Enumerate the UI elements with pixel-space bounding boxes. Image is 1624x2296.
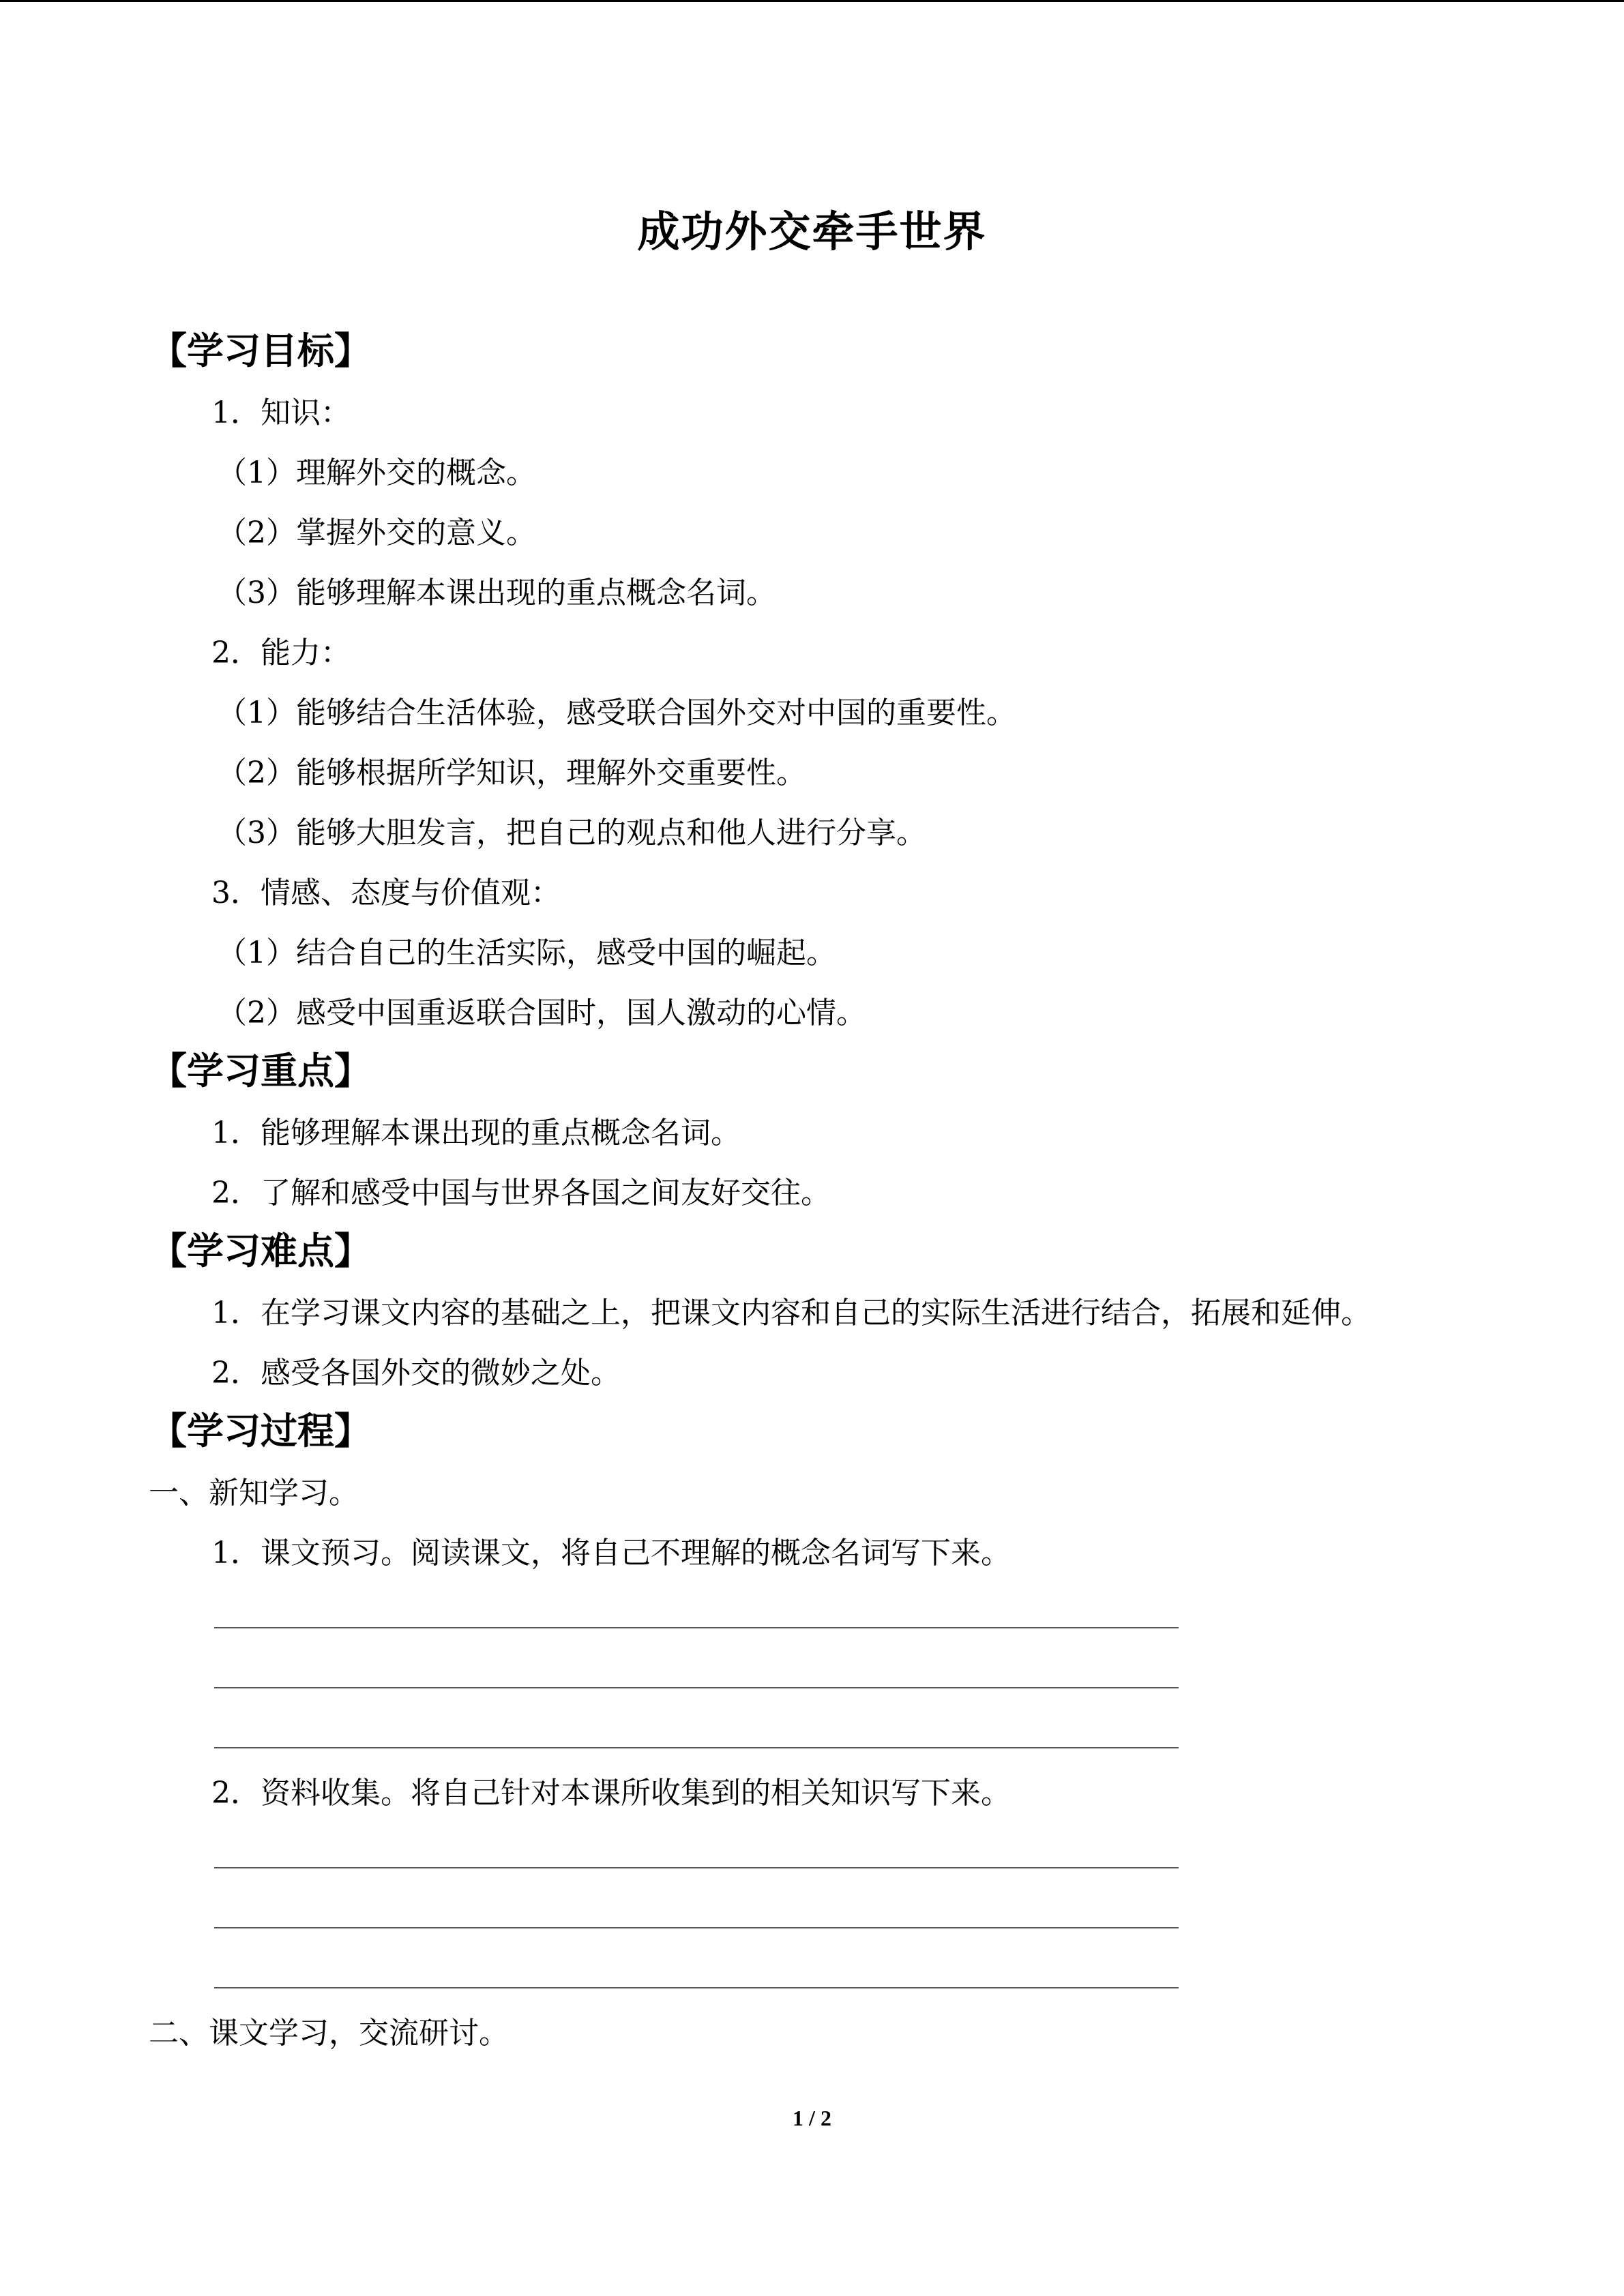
answer-line[interactable] (214, 1927, 1179, 1928)
section-heading-goals: 【学习目标】 (150, 329, 371, 372)
goal-knowledge-3: （3）能够理解本课出现的重点概念名词。 (217, 576, 776, 610)
goal-emotion: 3．情感、态度与价值观： (211, 876, 561, 910)
key-point-1: 1．能够理解本课出现的重点概念名词。 (211, 1116, 741, 1150)
goal-ability-1: （1）能够结合生活体验，感受联合国外交对中国的重要性。 (217, 696, 1016, 730)
goal-knowledge-1: （1）理解外交的概念。 (217, 456, 536, 490)
document-title: 成功外交牵手世界 (637, 207, 987, 256)
answer-line[interactable] (214, 1987, 1179, 1988)
answer-line[interactable] (214, 1867, 1179, 1868)
top-border (0, 0, 1624, 2)
goal-ability-3: （3）能够大胆发言，把自己的观点和他人进行分享。 (217, 816, 926, 850)
goal-knowledge-2: （2）掌握外交的意义。 (217, 516, 536, 550)
goal-emotion-2: （2）感受中国重返联合国时，国人激动的心情。 (217, 996, 866, 1030)
process-task-2: 2．资料收集。将自己针对本课所收集到的相关知识写下来。 (211, 1776, 1011, 1810)
goal-emotion-1: （1）结合自己的生活实际，感受中国的崛起。 (217, 936, 836, 970)
process-task-1: 1．课文预习。阅读课文，将自己不理解的概念名词写下来。 (211, 1536, 1011, 1570)
answer-line[interactable] (214, 1687, 1179, 1688)
process-part-1: 一、新知学习。 (149, 1476, 359, 1510)
section-heading-key-points: 【学习重点】 (150, 1049, 371, 1092)
goal-knowledge: 1．知识： (211, 396, 351, 430)
section-heading-process: 【学习过程】 (150, 1410, 371, 1452)
section-heading-difficulties: 【学习难点】 (150, 1229, 371, 1272)
goal-ability: 2．能力： (211, 636, 351, 670)
difficulty-2: 2．感受各国外交的微妙之处。 (211, 1356, 621, 1390)
answer-line[interactable] (214, 1627, 1179, 1628)
answer-line[interactable] (214, 1747, 1179, 1748)
difficulty-1: 1．在学习课文内容的基础之上，把课文内容和自己的实际生活进行结合，拓展和延伸。 (211, 1296, 1371, 1330)
goal-ability-2: （2）能够根据所学知识，理解外交重要性。 (217, 756, 806, 790)
key-point-2: 2．了解和感受中国与世界各国之间友好交往。 (211, 1176, 831, 1210)
page-number: 1 / 2 (793, 2106, 831, 2130)
process-part-2: 二、课文学习，交流研讨。 (149, 2016, 509, 2051)
